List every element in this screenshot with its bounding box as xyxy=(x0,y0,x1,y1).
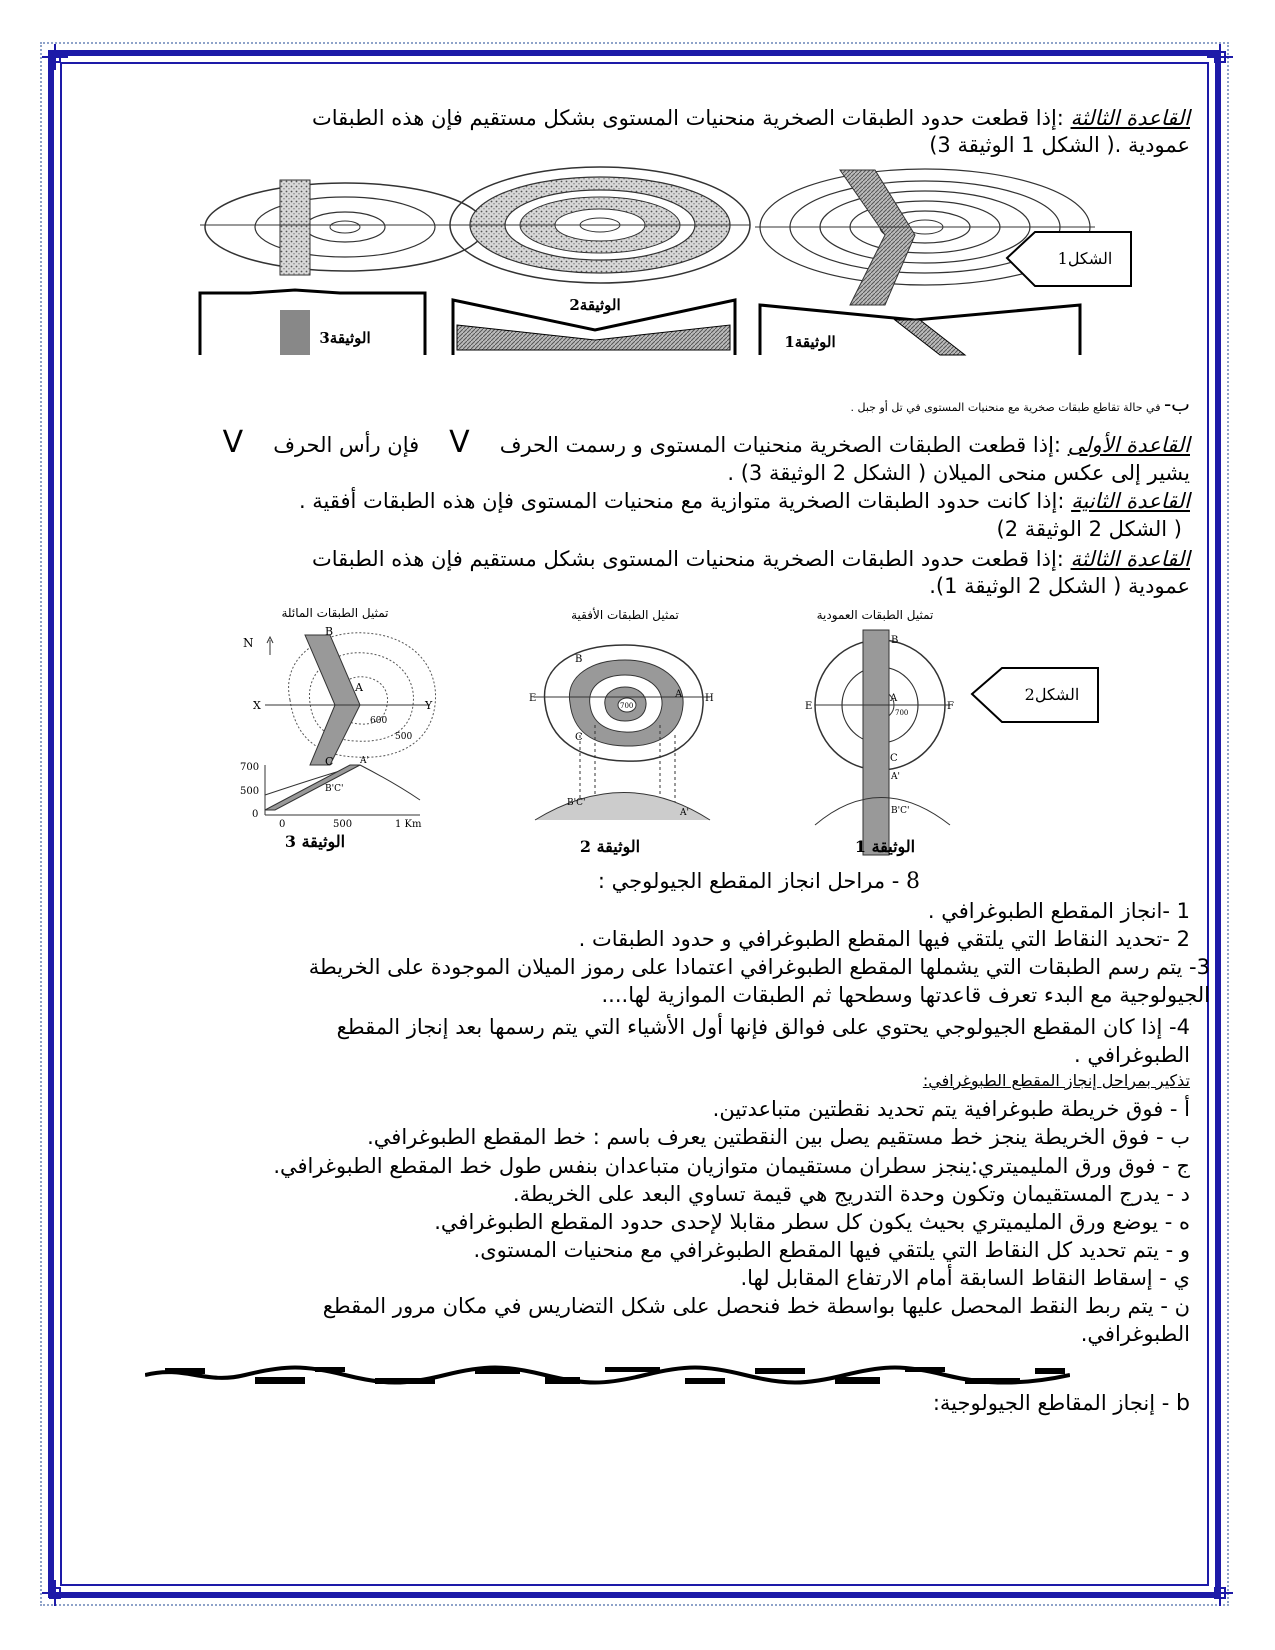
fig2-doc3-inclined xyxy=(240,625,436,830)
fig2-doc2-label: الوثيقة 2 xyxy=(579,837,641,856)
letter-v-1: V xyxy=(449,425,470,460)
corner-ornament-top-right xyxy=(1207,44,1233,70)
fig1-doc2-map xyxy=(450,167,750,283)
rule1-title: القاعدة الأولى xyxy=(1067,433,1190,457)
rule2-text: :إذا كانت حدود الطبقات الصخرية متوازية مع منحنيات المستوى فإن هذه الطبقات أفقية . xyxy=(298,489,1072,513)
label-f1: F xyxy=(947,701,954,712)
corner-ornament-top-left xyxy=(42,44,68,70)
label-bc3: B'C' xyxy=(325,784,344,794)
fig2-doc2-horizontal xyxy=(529,645,714,820)
fig1-doc1-label: الوثيقة1 xyxy=(784,333,836,351)
label-c3: C xyxy=(325,755,334,768)
fig1-callout xyxy=(1005,230,1135,288)
rule3b-title: القاعدة الثالثة xyxy=(1070,547,1190,571)
fig2-doc1-label: الوثيقة 1 xyxy=(854,837,916,856)
x-500: 500 xyxy=(333,819,353,830)
label-b1: B xyxy=(891,635,899,646)
label-bc1: B'C' xyxy=(891,806,910,816)
y-0: 0 xyxy=(252,809,259,820)
reminder-n2: الطبوغرافي. xyxy=(1080,1322,1190,1346)
reminder-a: أ - فوق خريطة طبوغرافية يتم تحديد نقطتين متباعدتين. xyxy=(712,1097,1190,1121)
section-b-text: في حالة تقاطع طبقات صخرية مع منحنيات المستوى في تل أو جبل . xyxy=(850,401,1164,414)
fig2-callout-text: الشكل2 xyxy=(1024,685,1080,704)
x-0: 0 xyxy=(279,819,286,830)
stage-4b: الطبوغرافي . xyxy=(1074,1043,1190,1067)
stages-heading xyxy=(598,868,920,895)
rule3b-text: :إذا قطعت حدود الطبقات الصخرية منحنيات المستوى بشكل مستقيم فإن هذه الطبقات xyxy=(311,547,1071,571)
stages-title: - مراحل انجاز المقطع الجيولوجي : xyxy=(597,869,906,893)
rule3b-line2: عمودية ( الشكل 2 الوثيقة 1). xyxy=(929,574,1190,598)
label-700-1: 700 xyxy=(895,709,909,717)
reminder-title: تذكير بمراحل إنجاز المقطع الطبوغرافي: xyxy=(922,1071,1190,1090)
stage-1: 1 -انجاز المقطع الطبوغرافي . xyxy=(927,899,1190,923)
label-700-2: 700 xyxy=(620,702,634,710)
stage-3a: 3- يتم رسم الطبقات التي يشملها المقطع الطبوغرافي اعتمادا على رموز الميلان الموجودة على الخريطة xyxy=(308,955,1210,979)
label-b3: B xyxy=(325,625,334,638)
fig1-doc2-label: الوثيقة2 xyxy=(569,296,621,314)
label-x: X xyxy=(253,699,261,712)
rule3b-line1 xyxy=(312,546,1190,572)
label-ap2: A' xyxy=(680,808,689,818)
fig2-title-horizontal: تمثيل الطبقات الأفقية xyxy=(571,608,679,622)
fig2-title-inclined: تمثيل الطبقات المائلة xyxy=(281,606,389,620)
fig2-title-vertical: تمثيل الطبقات العمودية xyxy=(816,608,934,622)
label-h2: H xyxy=(705,693,714,704)
label-a2: A xyxy=(675,689,683,700)
reminder-h: ه - يوضع ورق المليميتري بحيث يكون كل سطر مقابلا لإحدى حدود المقطع الطبوغرافي. xyxy=(434,1210,1190,1234)
x-1km: 1 Km xyxy=(395,819,422,830)
fig2-doc1-vertical xyxy=(805,630,954,855)
figure2 xyxy=(235,605,955,860)
label-c2: C xyxy=(575,732,583,743)
label-n: N xyxy=(243,636,254,650)
footer-marker: b xyxy=(1176,1391,1190,1416)
stages-number: 8 xyxy=(906,869,920,894)
rule1-line2: يشير إلى عكس منحى الميلان ( الشكل 2 الوثيقة 3) . xyxy=(727,461,1190,485)
section-b-note xyxy=(850,392,1190,416)
rule2-line1 xyxy=(299,488,1190,514)
decorative-divider xyxy=(145,1363,1070,1387)
label-ap1: A' xyxy=(891,772,900,782)
y-700: 700 xyxy=(240,762,260,773)
label-600: 600 xyxy=(370,716,388,726)
rule3-text: :إذا قطعت حدود الطبقات الصخرية منحنيات المستوى بشكل مستقيم فإن هذه الطبقات xyxy=(311,106,1071,130)
rule2-title: القاعدة الثانية xyxy=(1071,489,1190,513)
label-e1: E xyxy=(805,701,813,712)
rule1-text-a: :إذا قطعت الطبقات الصخرية منحنيات المستوى و رسمت الحرف xyxy=(499,433,1068,457)
reminder-n1: ن - يتم ربط النقط المحصل عليها بواسطة خط فنحصل على شكل التضاريس في مكان مرور المقطع xyxy=(322,1294,1190,1318)
rule3-line2: عمودية .( الشكل 1 الوثيقة 3) xyxy=(929,133,1190,157)
rule3-title: القاعدة الثالثة xyxy=(1070,106,1190,130)
reminder-w: و - يتم تحديد كل النقاط التي يلتقي فيها المقطع الطبوغرافي مع منحنيات المستوى. xyxy=(473,1238,1190,1262)
stage-4a: 4- إذا كان المقطع الجيولوجي يحتوي على فوالق فإنها أول الأشياء التي يتم رسمها بعد إنجاز المقطع xyxy=(336,1015,1190,1039)
label-a3: A xyxy=(355,681,363,694)
corner-ornament-bottom-right xyxy=(1207,1580,1233,1606)
label-a1: A xyxy=(890,693,898,704)
reminder-d: د - يدرج المستقيمان وتكون وحدة التدريج هي قيمة تساوي البعد على الخريطة. xyxy=(512,1182,1190,1206)
label-ap3: A' xyxy=(360,756,369,766)
letter-v-2: V xyxy=(222,425,244,460)
fig2-doc3-label: الوثيقة 3 xyxy=(284,832,346,851)
footer-heading xyxy=(933,1390,1190,1417)
label-b2: B xyxy=(575,654,583,665)
label-500: 500 xyxy=(395,732,413,742)
fig1-doc3-label: الوثيقة3 xyxy=(319,329,371,347)
y-500: 500 xyxy=(240,786,260,797)
fig2-callout xyxy=(970,666,1102,724)
section-b-marker: ب- xyxy=(1163,392,1190,416)
label-y: Y xyxy=(425,699,433,712)
rule2-line2: ( الشكل 2 الوثيقة 2) xyxy=(996,517,1182,541)
stage-3b: الجيولوجية مع البدء تعرف قاعدتها وسطحها ثم الطبقات الموازية لها.... xyxy=(601,983,1210,1007)
stage-2: 2 -تحديد النقاط التي يلتقي فيها المقطع الطبوغرافي و حدود الطبقات . xyxy=(578,927,1190,951)
reminder-b: ب - فوق الخريطة ينجز خط مستقيم يصل بين النقطتين يعرف باسم : خط المقطع الطبوغرافي. xyxy=(367,1125,1190,1149)
footer-text: - إنجاز المقاطع الجيولوجية: xyxy=(932,1391,1177,1415)
rule1-line1 xyxy=(193,425,1190,460)
corner-ornament-bottom-left xyxy=(42,1580,68,1606)
reminder-y: ي - إسقاط النقاط السابقة أمام الارتفاع المقابل لها. xyxy=(740,1266,1190,1290)
rule1-text-b: فإن رأس الحرف xyxy=(273,433,420,457)
label-e2: E xyxy=(529,693,537,704)
reminder-j: ج - فوق ورق المليميتري:ينجز سطران مستقيمان متوازيان متباعدان بنفس طول خط المقطع الطبوغرافي. xyxy=(273,1154,1190,1178)
rule3-line1 xyxy=(312,105,1190,131)
fig1-callout-text: الشكل1 xyxy=(1057,249,1113,268)
label-c1: C xyxy=(890,753,898,764)
label-bc2: B'C' xyxy=(567,798,586,808)
